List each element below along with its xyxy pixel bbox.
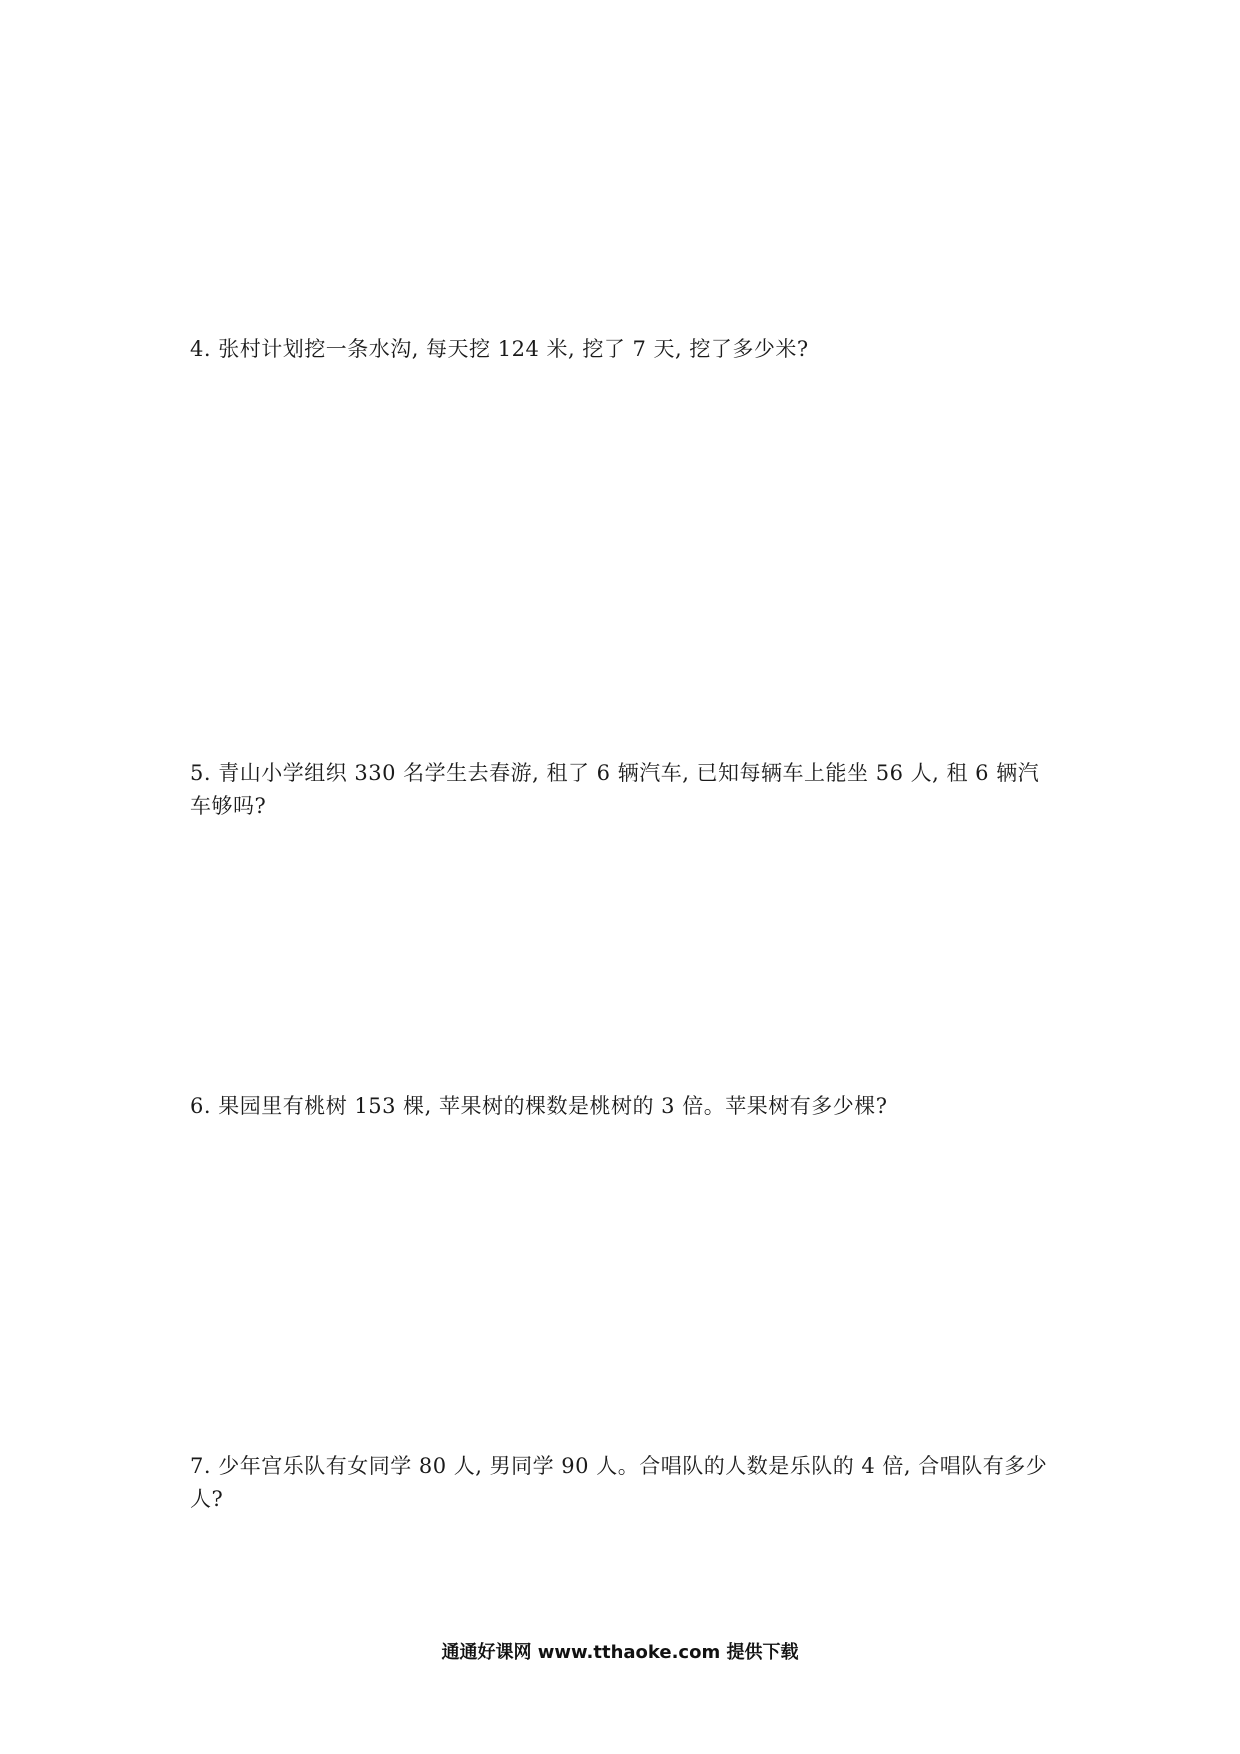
download-footer: 通通好课网 www.tthaoke.com 提供下载 (441, 1642, 799, 1663)
question-6: 6. 果园里有桃树 153 棵, 苹果树的棵数是桃树的 3 倍。苹果树有多少棵? (190, 1094, 888, 1118)
question-5: 5. 青山小学组织 330 名学生去春游, 租了 6 辆汽车, 已知每辆车上能坐 56 人, 租 6 辆汽车够吗? (190, 761, 1040, 818)
question-7: 7. 少年宫乐队有女同学 80 人, 男同学 90 人。合唱队的人数是乐队的 4 倍, 合唱队有多少人? (190, 1454, 1048, 1511)
question-4: 4. 张村计划挖一条水沟, 每天挖 124 米, 挖了 7 天, 挖了多少米? (190, 337, 809, 361)
